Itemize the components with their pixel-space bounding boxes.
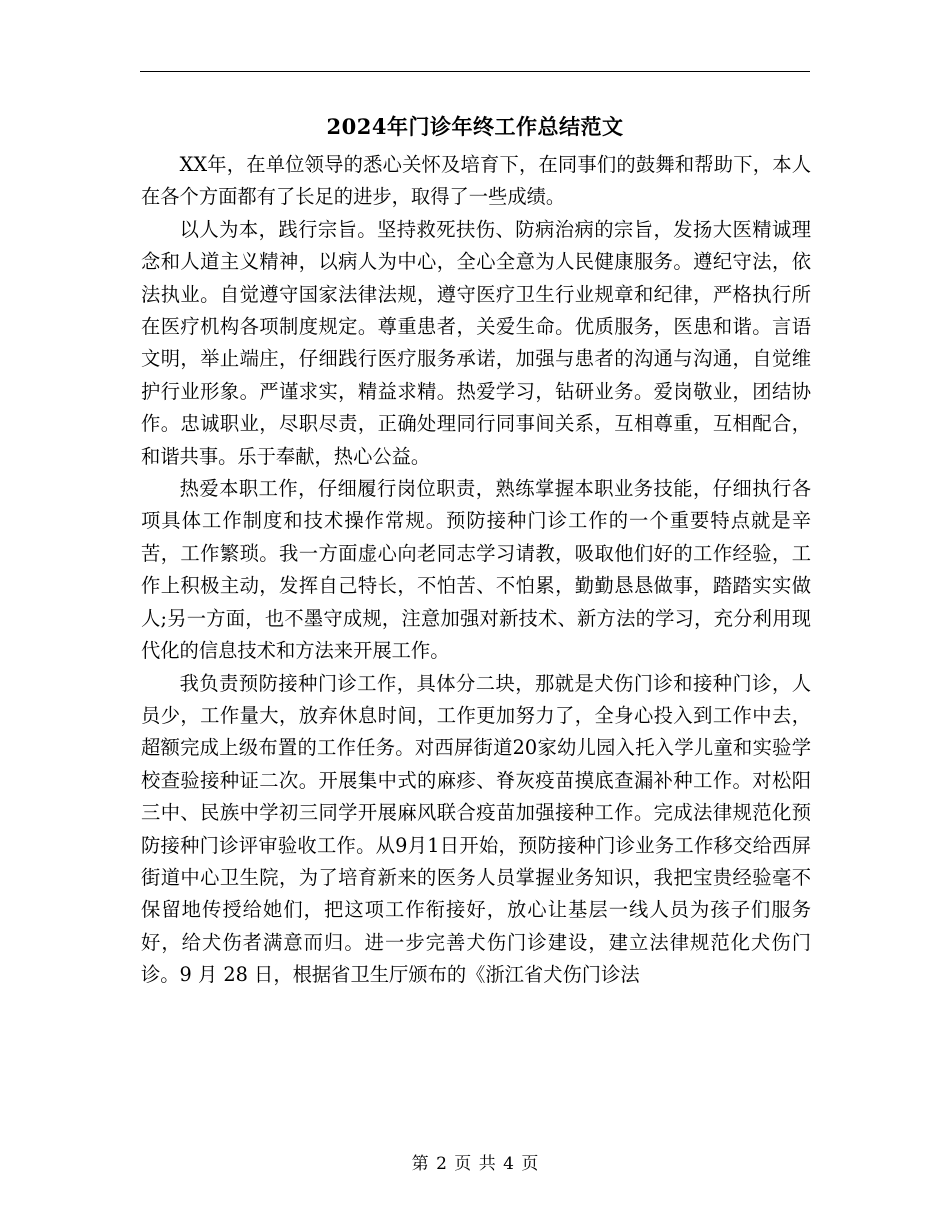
document-body — [141, 149, 811, 992]
paragraph-principles: 以人为本，践行宗旨。坚持救死扶伤、防病治病的宗旨，发扬大医精诚理念和人道主义精神，以病人为中心，全心全意为人民健康服务。遵纪守法，依法执业。自觉遵守国家法律法规，遵守医疗卫生行业规章和纪律，严格执行所在医疗机构各项制度规定。尊重患者，关爱生命。优质服务，医患和谐。言语文明，举止端庄，仔细践行医疗服务承诺，加强与患者的沟通与沟通，自觉维护行业形象。严谨求实，精益求精。热爱学习，钻研业务。爱岗敬业，团结协作。忠诚职业，尽职尽责，正确处理同行同事间关系，互相尊重，互相配合，和谐共事。乐于奉献，热心公益。 — [141, 217, 811, 468]
paragraph-vaccination-work: 我负责预防接种门诊工作，具体分二块，那就是犬伤门诊和接种门诊，人员少，工作量大，放弃休息时间，工作更加努力了，全身心投入到工作中去，超额完成上级布置的工作任务。对西屏街道20家幼儿园入托入学儿童和实验学校查验接种证二次。开展集中式的麻疹、脊灰疫苗摸底查漏补种工作。对松阳三中、民族中学初三同学开展麻风联合疫苗加强接种工作。完成法律规范化预防接种门诊评审验收工作。从9月1日开始，预防接种门诊业务工作移交给西屏街道中心卫生院，为了培育新来的医务人员掌握业务知识，我把宝贵经验毫不保留地传授给她们，把这项工作衔接好，放心让基层一线人员为孩子们服务好，给犬伤者满意而归。进一步完善犬伤门诊建设，建立法律规范化犬伤门诊。9 月 28 日，根据省卫生厅颁布的《浙江省犬伤门诊法 — [141, 671, 811, 987]
document-title: 2024年门诊年终工作总结范文 — [326, 114, 624, 139]
page-number: 第 2 页 共 4 页 — [411, 1154, 539, 1174]
header-rule — [140, 71, 810, 72]
paragraph-duties: 热爱本职工作，仔细履行岗位职责，熟练掌握本职业务技能，仔细执行各项具体工作制度和技术操作常规。预防接种门诊工作的一个重要特点就是辛苦，工作繁琐。我一方面虚心向老同志学习请教，吸取他们好的工作经验，工作上积极主动，发挥自己特长，不怕苦、不怕累，勤勤恳恳做事，踏踏实实做人;另一方面，也不墨守成规，注意加强对新技术、新方法的学习，充分利用现代化的信息技术和方法来开展工作。 — [141, 477, 811, 663]
paragraph-intro: XX年，在单位领导的悉心关怀及培育下，在同事们的鼓舞和帮助下，本人在各个方面都有了长足的进步，取得了一些成绩。 — [141, 153, 811, 209]
